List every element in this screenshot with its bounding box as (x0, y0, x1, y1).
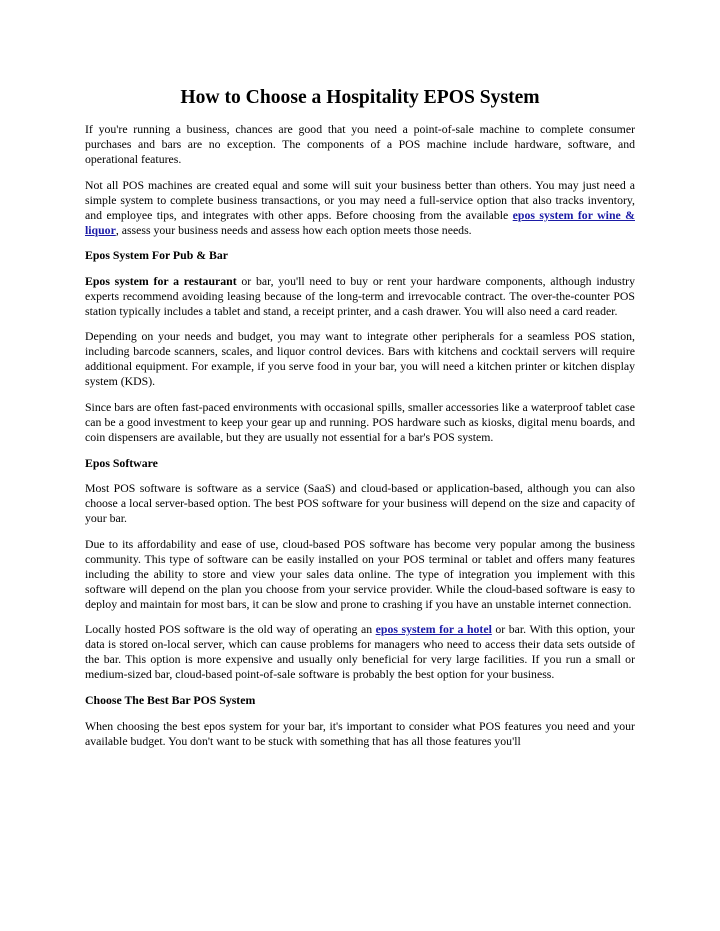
paragraph-text: Locally hosted POS software is the old way of operating an (85, 622, 376, 637)
link-epos-wine-liquor[interactable]: epos system for wine & liquor (85, 207, 635, 237)
paragraph-accessories: Since bars are often fast-paced environments with occasional spills, smaller accessories like a waterproof tablet case can be a good investment to keep your gear up and running. POS hardware such as kiosks, digital menu boards, and coin dispensers are available, but they are usually not essential for a bar's POS system. (85, 399, 635, 444)
document-page (85, 86, 635, 759)
bold-phrase: Epos system for a restaurant (85, 273, 237, 288)
paragraph-local-hosted (85, 622, 635, 682)
link-epos-hotel[interactable]: epos system for a hotel (375, 622, 492, 637)
paragraph-text: or bar. With this option, your data is stored on-local server, which can cause problems for managers who need to access their data sets outside of the bar. This option is more expensive and usually only beneficial for very large facilities. If you run a small or medium-sized bar, cloud-based point-of-sale software is probably the best option for your business. (85, 622, 635, 682)
paragraph-choosing: When choosing the best epos system for your bar, it's important to consider what POS features you need and your available budget. You don't want to be stuck with something that has all those features you'll (85, 718, 635, 748)
paragraph-pos-options (85, 178, 635, 238)
heading-software: Epos Software (85, 455, 158, 470)
paragraph-text: , assess your business needs and assess how each option meets those needs. (115, 222, 472, 237)
paragraph-saas: Most POS software is software as a service (SaaS) and cloud-based or application-based, although you can also choose a local server-based option. The best POS software for your business will depend on the size and capacity of your bar. (85, 481, 635, 526)
paragraph-hardware (85, 274, 635, 319)
paragraph-intro: If you're running a business, chances are good that you need a point-of-sale machine to complete consumer purchases and bars are no exception. The components of a POS machine include hardware, software, and operational features. (85, 122, 635, 166)
paragraph-cloud: Due to its affordability and ease of use, cloud-based POS software has become very popular among the business community. This type of software can be easily installed on your POS terminal or tablet and offers many features including the ability to store and view your sales data online. The type of integration you implement with this software will depend on the plan you choose from your service provider. While the cloud-based software is easy to deploy and maintain for most bars, it can be slow and prone to crashing if you have an unstable internet connection. (85, 536, 635, 611)
document-title: How to Choose a Hospitality EPOS System (180, 87, 540, 108)
paragraph-peripherals: Depending on your needs and budget, you may want to integrate other peripherals for a seamless POS station, including barcode scanners, scales, and liquor control devices. Bars with kitchens and cocktail servers will require additional equipment. For example, if you serve food in your bar, you will need a kitchen printer or kitchen display system (KDS). (85, 329, 635, 389)
heading-choose-best: Choose The Best Bar POS System (85, 692, 256, 707)
paragraph-text: or bar, you'll need to buy or rent your hardware components, although industry experts recommend avoiding leasing because of the long-term and irrevocable contract. The over-the-counter POS station typically includes a tablet and stand, a receipt printer, and a cash drawer. You will also need a card reader. (85, 273, 635, 318)
paragraph-text: Not all POS machines are created equal and some will suit your business better than others. You may just need a simple system to complete business transactions, or you may need a full-service option that also tracks inventory, and employee tips, and integrates with other apps. Before choosing from the available (85, 177, 635, 222)
heading-pub-bar: Epos System For Pub & Bar (85, 248, 228, 263)
